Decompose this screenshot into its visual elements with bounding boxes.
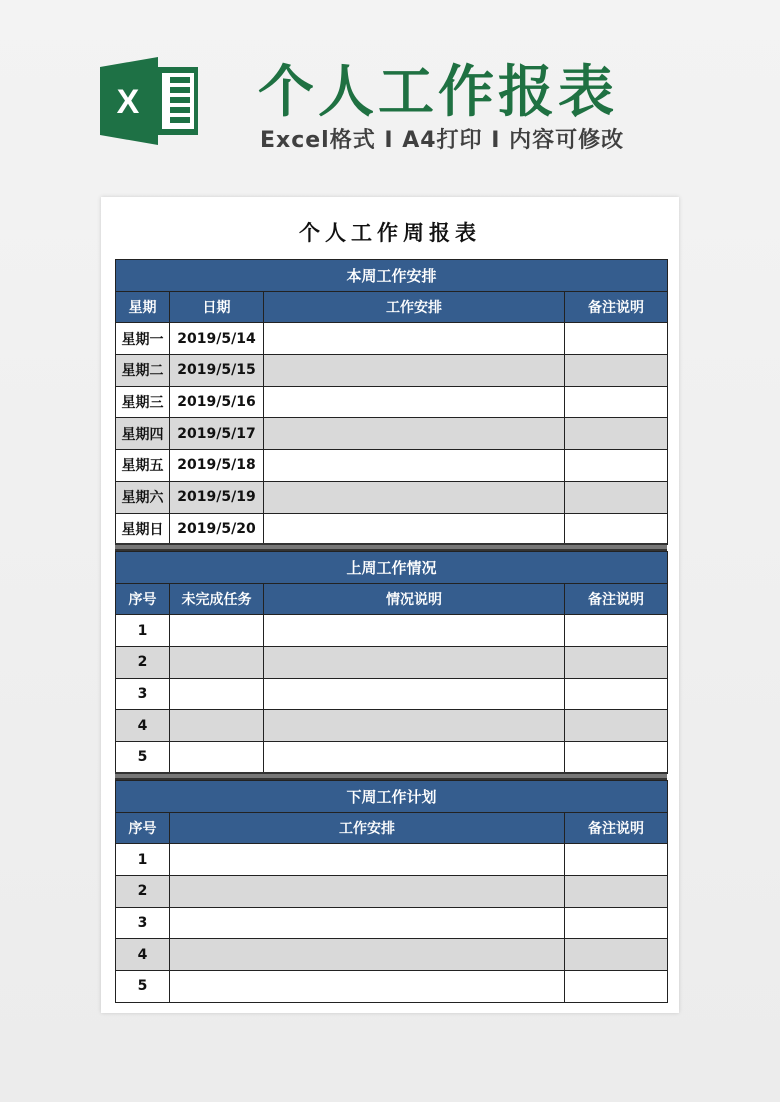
note-cell[interactable] — [565, 355, 668, 387]
column-header: 工作安排 — [264, 291, 565, 323]
note-cell[interactable] — [565, 513, 668, 545]
section-divider — [115, 543, 667, 551]
index-cell: 3 — [116, 907, 170, 939]
note-cell[interactable] — [565, 323, 668, 355]
index-cell: 2 — [116, 647, 170, 679]
task-cell[interactable] — [170, 742, 264, 774]
index-cell: 4 — [116, 710, 170, 742]
note-cell[interactable] — [565, 907, 668, 939]
last-week-table — [115, 551, 668, 774]
work-cell[interactable] — [264, 450, 565, 482]
section-title: 下周工作计划 — [116, 781, 668, 813]
this-week-table — [115, 259, 668, 545]
date-cell: 2019/5/19 — [170, 481, 264, 513]
note-cell[interactable] — [565, 615, 668, 647]
status-cell[interactable] — [264, 615, 565, 647]
day-cell: 星期四 — [116, 418, 170, 450]
page-title: 个人工作报表 — [258, 60, 618, 125]
task-cell[interactable] — [170, 615, 264, 647]
column-header: 备注说明 — [565, 812, 668, 844]
sheet-title: 个人工作周报表 — [299, 221, 481, 245]
column-header: 未完成任务 — [170, 583, 264, 615]
note-cell[interactable] — [565, 710, 668, 742]
report-sheet — [101, 197, 679, 1013]
day-cell: 星期一 — [116, 323, 170, 355]
date-cell: 2019/5/14 — [170, 323, 264, 355]
work-cell[interactable] — [264, 355, 565, 387]
index-cell: 1 — [116, 844, 170, 876]
status-cell[interactable] — [264, 742, 565, 774]
day-cell: 星期六 — [116, 481, 170, 513]
section-divider — [115, 772, 667, 780]
column-header: 情况说明 — [264, 583, 565, 615]
date-cell: 2019/5/18 — [170, 450, 264, 482]
note-cell[interactable] — [565, 481, 668, 513]
index-cell: 3 — [116, 678, 170, 710]
section-title: 本周工作安排 — [116, 260, 668, 292]
note-cell[interactable] — [565, 971, 668, 1003]
plan-cell[interactable] — [170, 844, 565, 876]
next-week-table — [115, 780, 668, 1003]
date-cell: 2019/5/16 — [170, 386, 264, 418]
plan-cell[interactable] — [170, 971, 565, 1003]
plan-cell[interactable] — [170, 876, 565, 908]
work-cell[interactable] — [264, 513, 565, 545]
note-cell[interactable] — [565, 678, 668, 710]
section-title: 上周工作情况 — [116, 552, 668, 584]
note-cell[interactable] — [565, 386, 668, 418]
note-cell[interactable] — [565, 647, 668, 679]
index-cell: 2 — [116, 876, 170, 908]
day-cell: 星期日 — [116, 513, 170, 545]
note-cell[interactable] — [565, 742, 668, 774]
task-cell[interactable] — [170, 647, 264, 679]
column-header: 备注说明 — [565, 583, 668, 615]
status-cell[interactable] — [264, 710, 565, 742]
date-cell: 2019/5/17 — [170, 418, 264, 450]
column-header: 星期 — [116, 291, 170, 323]
index-cell: 4 — [116, 939, 170, 971]
task-cell[interactable] — [170, 710, 264, 742]
excel-logo-icon — [100, 57, 200, 145]
work-cell[interactable] — [264, 481, 565, 513]
task-cell[interactable] — [170, 678, 264, 710]
day-cell: 星期二 — [116, 355, 170, 387]
day-cell: 星期五 — [116, 450, 170, 482]
work-cell[interactable] — [264, 418, 565, 450]
note-cell[interactable] — [565, 876, 668, 908]
svg-text:X: X — [116, 83, 140, 121]
status-cell[interactable] — [264, 647, 565, 679]
date-cell: 2019/5/20 — [170, 513, 264, 545]
day-cell: 星期三 — [116, 386, 170, 418]
index-cell: 5 — [116, 971, 170, 1003]
column-header: 备注说明 — [565, 291, 668, 323]
work-cell[interactable] — [264, 323, 565, 355]
page-subtitle: Excel格式 I A4打印 I 内容可修改 — [260, 128, 625, 153]
index-cell: 5 — [116, 742, 170, 774]
note-cell[interactable] — [565, 939, 668, 971]
column-header: 工作安排 — [170, 812, 565, 844]
note-cell[interactable] — [565, 418, 668, 450]
column-header: 日期 — [170, 291, 264, 323]
note-cell[interactable] — [565, 450, 668, 482]
column-header: 序号 — [116, 812, 170, 844]
plan-cell[interactable] — [170, 907, 565, 939]
status-cell[interactable] — [264, 678, 565, 710]
plan-cell[interactable] — [170, 939, 565, 971]
note-cell[interactable] — [565, 844, 668, 876]
column-header: 序号 — [116, 583, 170, 615]
index-cell: 1 — [116, 615, 170, 647]
work-cell[interactable] — [264, 386, 565, 418]
date-cell: 2019/5/15 — [170, 355, 264, 387]
